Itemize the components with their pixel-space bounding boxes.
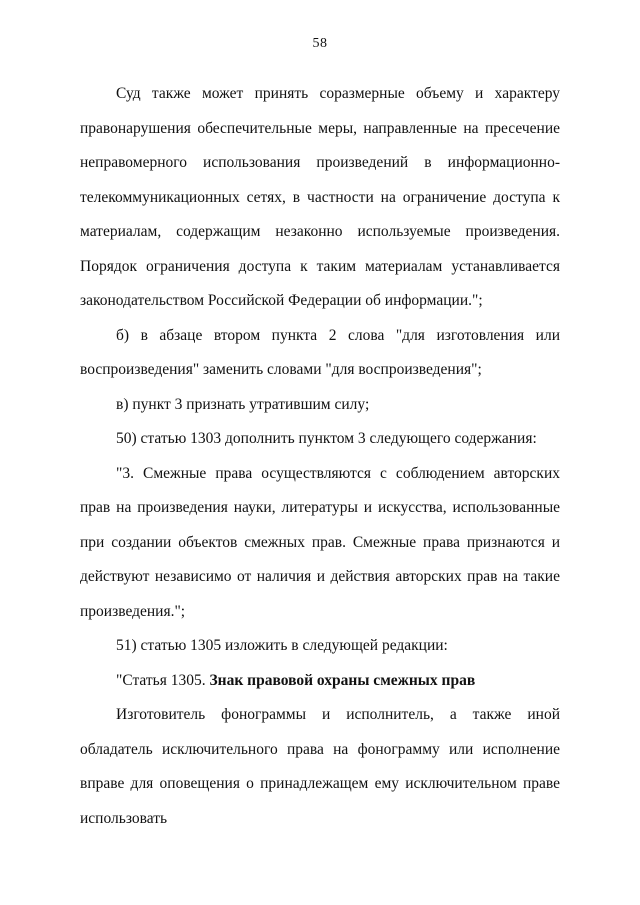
paragraph-article-1303: 50) статью 1303 дополнить пунктом 3 следующего содержания: bbox=[116, 430, 537, 447]
article-heading bbox=[80, 664, 560, 699]
paragraph-amend-clause-2: б) в абзаце втором пункта 2 слова "для изготовления или воспроизведения" заменить словами "для воспроизведения"; bbox=[80, 326, 560, 378]
article-heading-title: Знак правовой охраны смежных прав bbox=[209, 671, 476, 689]
page-number: 58 bbox=[312, 36, 328, 51]
article-heading-prefix: "Статья 1305. bbox=[116, 671, 210, 689]
paragraph-article-1305: 51) статью 1305 изложить в следующей редакции: bbox=[116, 637, 448, 654]
paragraph-phonogram-maker: Изготовитель фонограммы и исполнитель, а также иной обладатель исключительного права на фонограмму или исполнение вправе для оповещения о принадлежащем ему исключительном праве использовать bbox=[80, 706, 560, 827]
body-text bbox=[80, 77, 560, 836]
paragraph-related-rights: "3. Смежные права осуществляются с соблюдением авторских прав на произведения науки, литературы и искусства, использованные при создании объектов смежных прав. Смежные права признаются и действуют независимо от наличия и действия авторских прав на такие произведения."; bbox=[80, 464, 560, 620]
paragraph-court-measures: Суд также может принять соразмерные объему и характеру правонарушения обеспечительные меры, направленные на пресечение неправомерного использования произведений в информационно-телекоммуникационных сетях, в частности на ограничение доступа к материалам, содержащим незаконно используемые произведения. Порядок ограничения доступа к таким материалам устанавливается законодательством Российской Федерации об информации."; bbox=[80, 85, 560, 309]
paragraph-clause-3-void: в) пункт 3 признать утратившим силу; bbox=[116, 395, 370, 413]
